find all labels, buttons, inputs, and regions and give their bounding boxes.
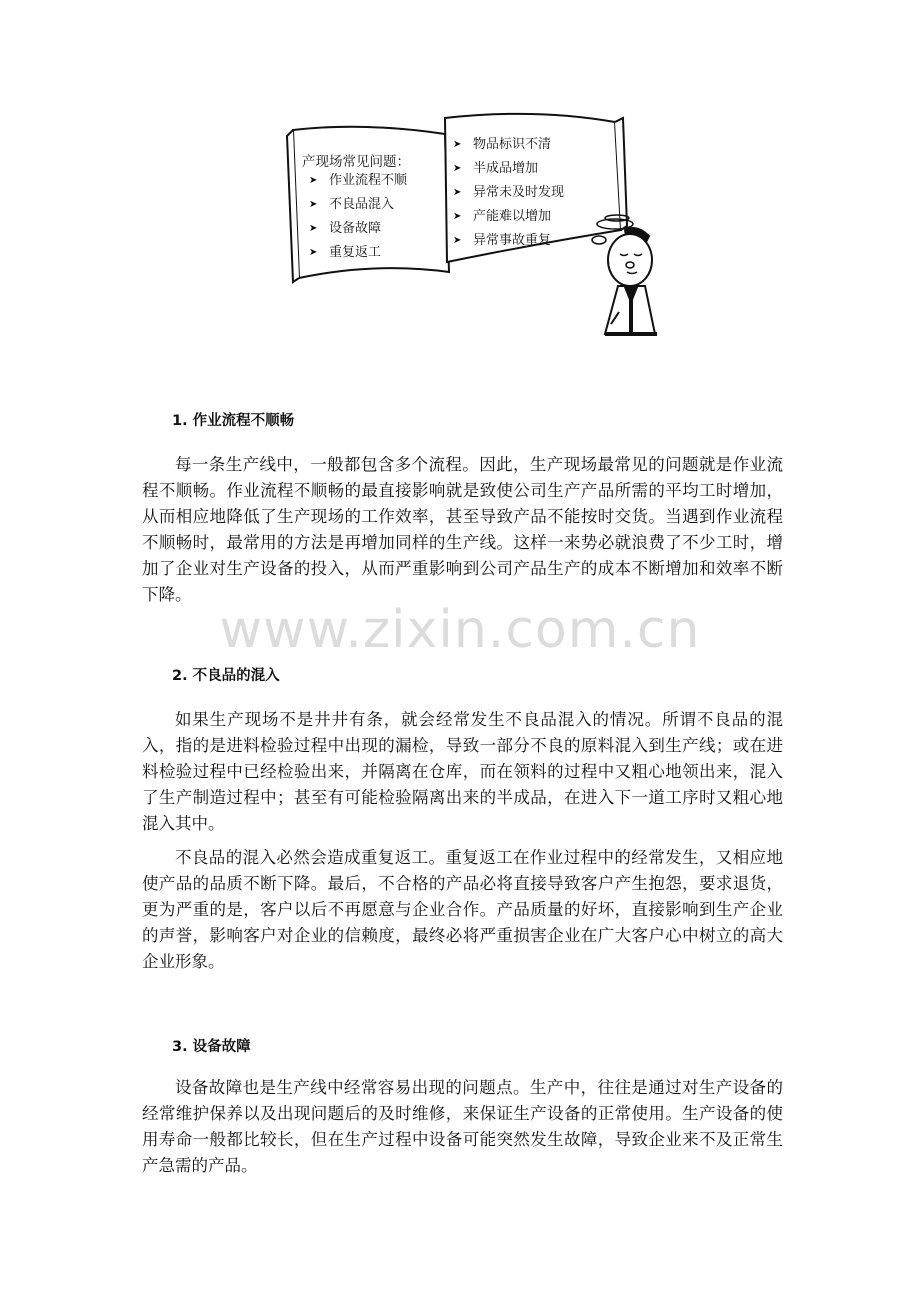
section-3-heading: 3. 设备故障 [172,1039,251,1055]
list-item: ➤ 异常事故重复 [453,229,564,253]
arrow-icon: ➤ [453,211,462,222]
illustration [285,112,675,344]
list-item: ➤ 作业流程不顺 [309,169,407,193]
cartoon-person [605,228,657,334]
board-title: 产现场常见问题： [302,154,410,170]
section-1-heading: 1. 作业流程不顺畅 [172,413,295,429]
arrow-icon: ➤ [309,247,318,258]
arrow-icon: ➤ [453,139,462,150]
section-3-paragraph: 设备故障也是生产线中经常容易出现的问题点。生产中，往往是通过对生产设备的经常维护保养以及出现问题后的及时维修，来保证生产设备的正常使用。生产设备的使用寿命一般都比较长，但在生产过程中设备可能突然发生故障，导致企业来不及正常生产急需的产品。 [142,1078,783,1175]
list-item: ➤ 半成品增加 [453,157,564,181]
section-2-heading: 2. 不良品的混入 [172,668,280,684]
arrow-icon: ➤ [309,199,318,210]
list-item: ➤ 重复返工 [309,241,407,265]
arrow-icon: ➤ [453,235,462,246]
watermark: www.zixin.com.cn [219,600,701,660]
arrow-icon: ➤ [309,175,318,186]
list-item: ➤ 产能难以增加 [453,205,564,229]
arrow-icon: ➤ [309,223,318,234]
section-1-paragraph: 每一条生产线中，一般都包含多个流程。因此，生产现场最常见的问题就是作业流程不顺畅。作业流程不顺畅的最直接影响就是致使公司生产产品所需的平均工时增加，从而相应地降低了生产现场的工作效率，甚至导致产品不能按时交货。当遇到作业流程不顺畅时，最常用的方法是再增加同样的生产线。这样一来势必就浪费了不少工时，增加了企业对生产设备的投入，从而严重影响到公司产品生产的成本不断增加和效率不断下降。 [142,455,783,604]
arrow-icon: ➤ [453,163,462,174]
list-item: ➤ 异常未及时发现 [453,181,564,205]
arrow-icon: ➤ [453,187,462,198]
list-item: ➤ 设备故障 [309,217,407,241]
left-board-list [309,169,407,265]
list-item: ➤ 物品标识不清 [453,133,564,157]
list-item: ➤ 不良品混入 [309,193,407,217]
right-board-list [453,133,564,253]
section-2-paragraph-2: 不良品的混入必然会造成重复返工。重复返工在作业过程中的经常发生，又相应地使产品的品质不断下降。最后，不合格的产品必将直接导致客户产生抱怨，要求退货，更为严重的是，客户以后不再愿意与企业合作。产品质量的好坏，直接影响到生产企业的声誉，影响客户对企业的信赖度，最终必将严重损害企业在广大客户心中树立的高大企业形象。 [142,848,783,971]
section-2-paragraph-1: 如果生产现场不是井井有条，就会经常发生不良品混入的情况。所谓不良品的混入，指的是进料检验过程中出现的漏检，导致一部分不良的原料混入到生产线；或在进料检验过程中已经检验出来，并隔离在仓库，而在领料的过程中又粗心地领出来，混入了生产制造过程中；甚至有可能检验隔离出来的半成品，在进入下一道工序时又粗心地混入其中。 [142,710,783,833]
